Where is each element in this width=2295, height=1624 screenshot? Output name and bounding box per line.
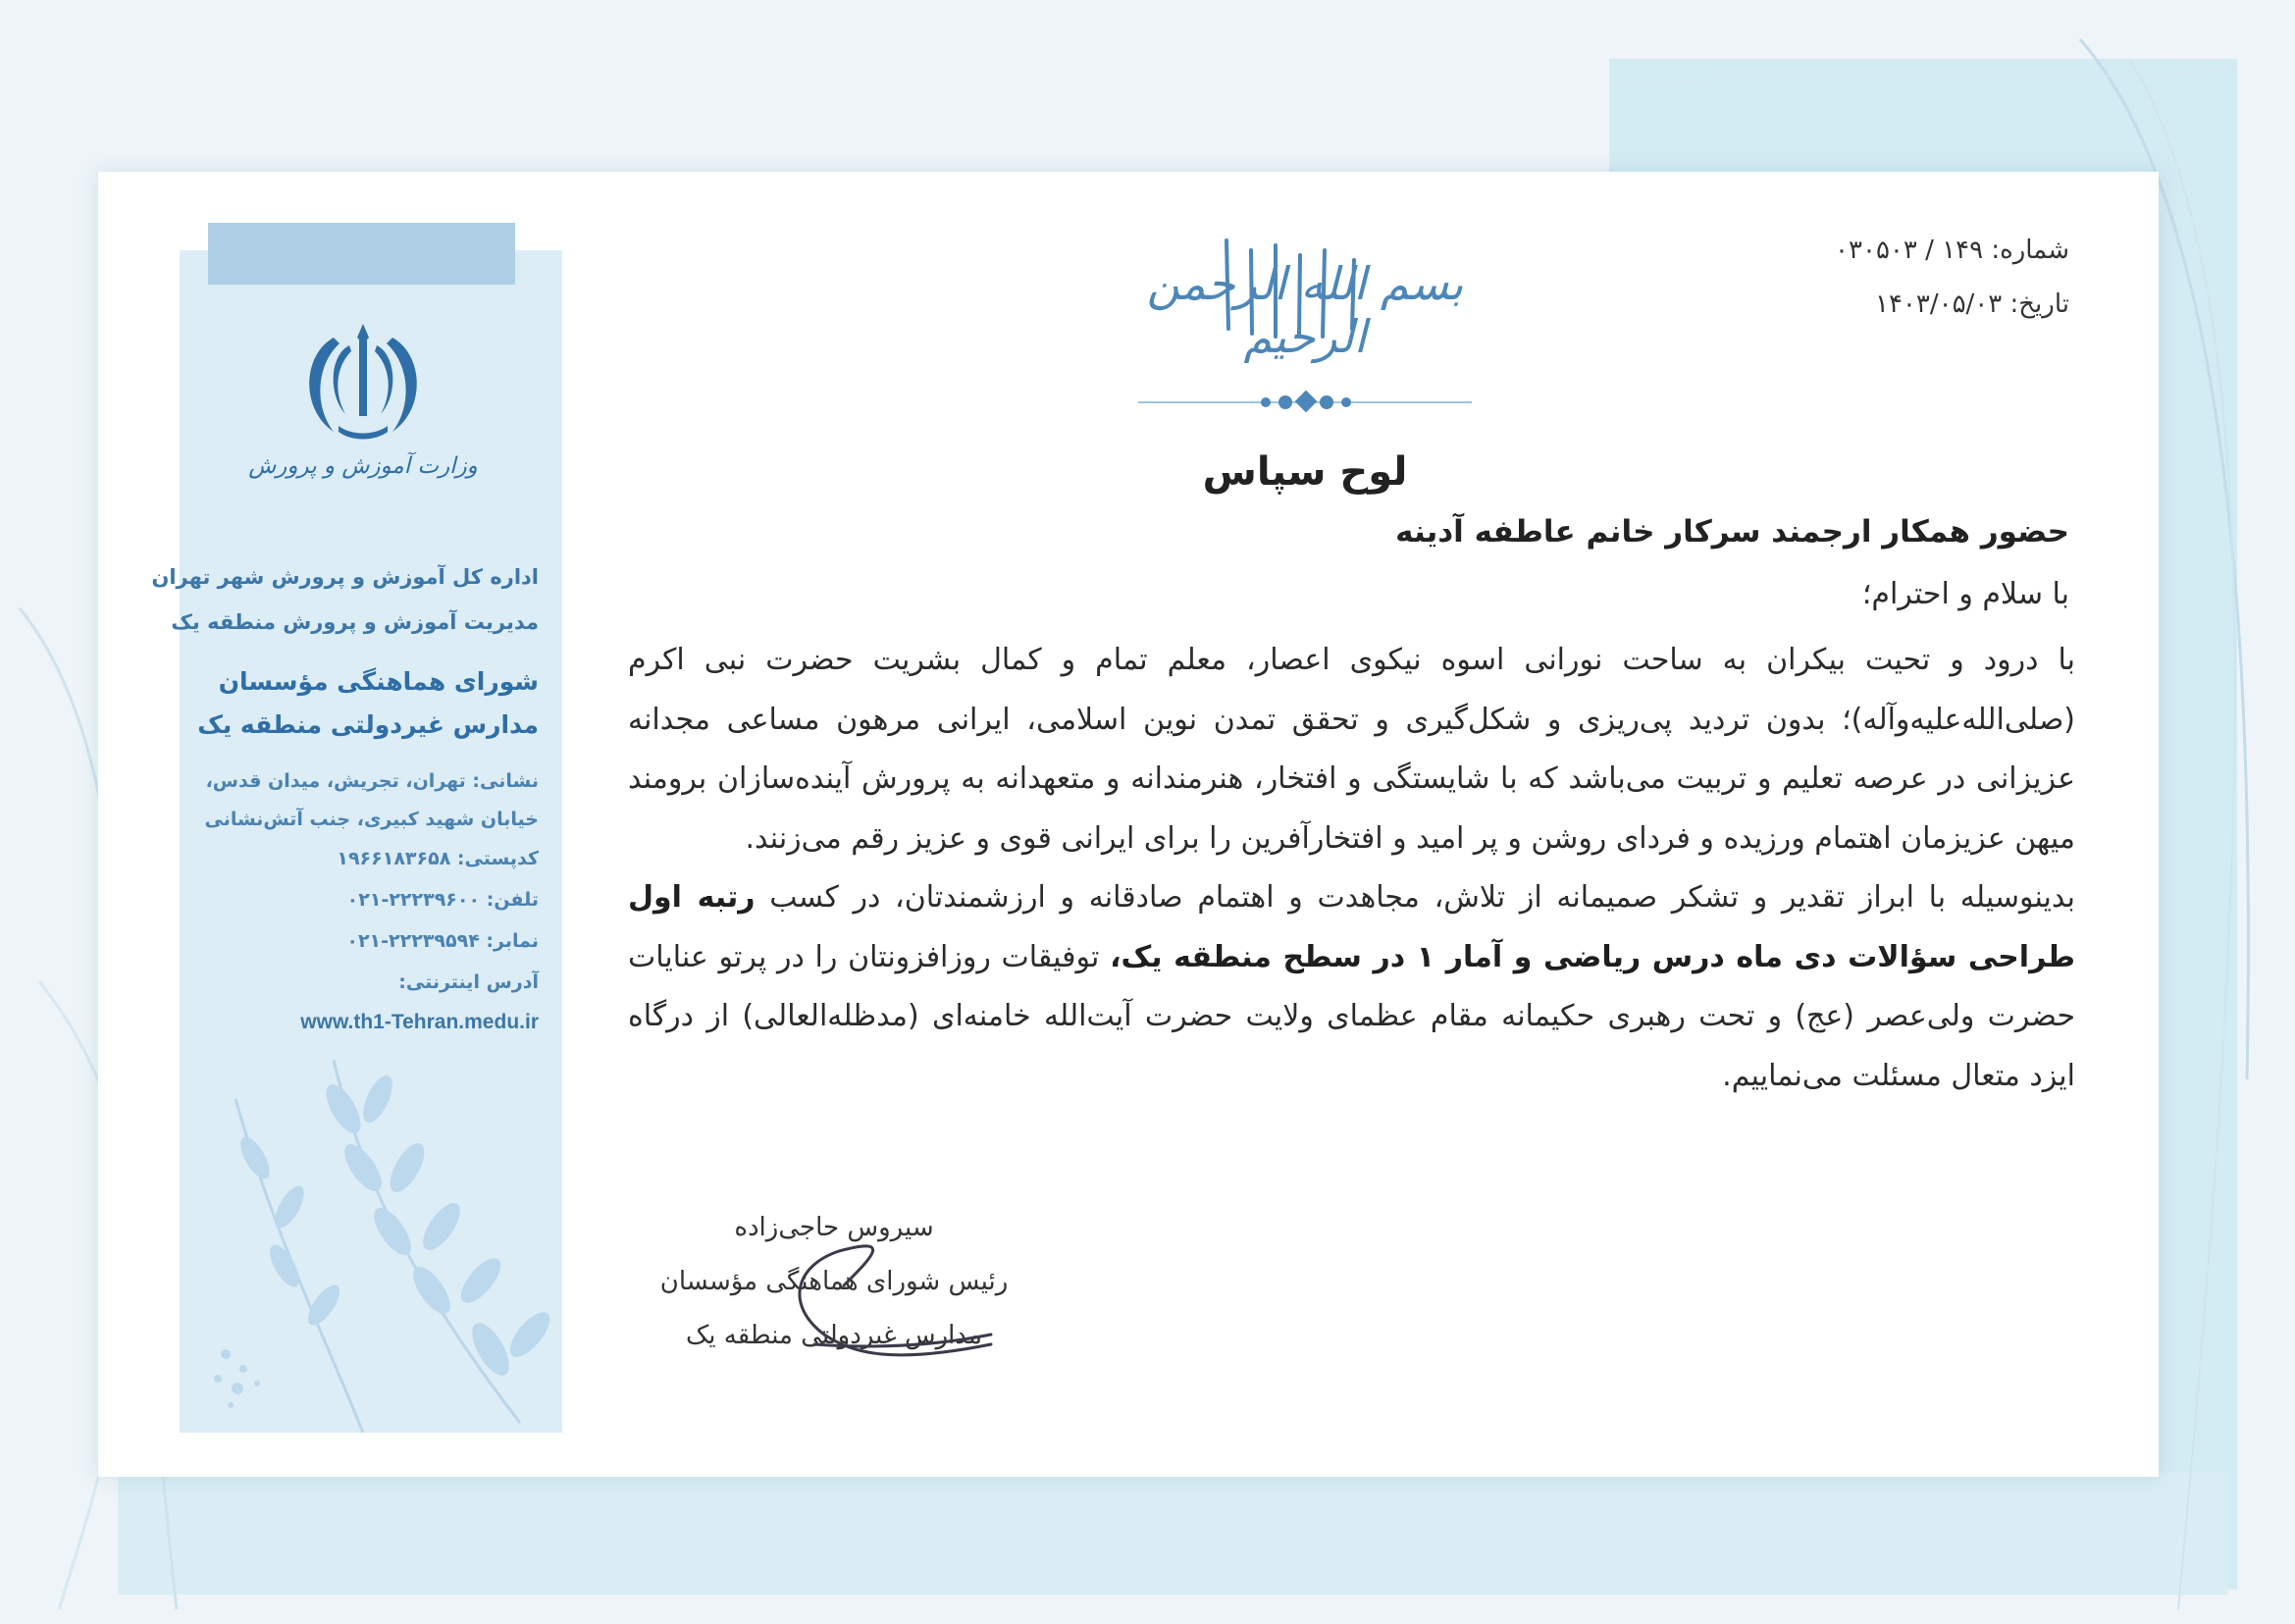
fax-number: نمابر: ۲۲۲۳۹۵۹۴-۰۲۱ — [346, 930, 539, 952]
council-name-line1: شورای هماهنگی مؤسسان — [218, 667, 539, 696]
postal-code: کدپستی: ۱۹۶۶۱۸۳۶۵۸ — [337, 848, 539, 869]
reference-date-line — [1835, 289, 2069, 343]
reference-date-label: تاریخ: — [2009, 289, 2069, 319]
reference-number-line — [1835, 236, 2069, 289]
website-label: آدرس اینترنتی: — [398, 971, 539, 993]
address-line2: خیابان شهید کبیری، جنب آتش‌نشانی — [204, 809, 539, 830]
reference-block — [1835, 236, 2069, 343]
bismillah-text: بسم الله الرحمن الرحیم — [1146, 257, 1464, 363]
leaf-branch-decoration — [196, 1040, 559, 1433]
iran-emblem-icon — [294, 316, 432, 448]
address-line1: نشانی: تهران، تجریش، میدان قدس، — [205, 770, 539, 792]
body-paragraph-2-end: توفیقات روزافزونتان را در پرتو عنایات حضرت ولی‌عصر (عج) و تحت رهبری حکیمانه مقام عظمای ولایت حضرت آیت‌الله خامنه‌ای (مدظله‌العالی) از درگاه ایزد متعال مسئلت می‌نماییم. — [628, 939, 2075, 1093]
sidebar-header-tab — [208, 223, 515, 285]
signer-name: سیروس حاجی‌زاده — [734, 1213, 934, 1242]
body-paragraph-2-start: بدینوسیله با ابراز تقدیر و تشکر صمیمانه از تلاش، مجاهدت و اهتمام صادقانه و ارزشمندتان، در کسب — [769, 880, 2076, 915]
council-name-line2: مدارس غیردولتی منطقه یک — [197, 710, 539, 739]
greeting-line: با سلام و احترام؛ — [1861, 577, 2069, 611]
website-link: www.th1-Tehran.medu.ir — [300, 1011, 539, 1033]
achievement-highlight: رتبه اول طراحی سؤالات دی ماه درس ریاضی و آمار ۱ در سطح منطقه یک، — [628, 880, 2075, 974]
certificate-title: لوح سپاس — [1202, 449, 1408, 495]
certificate-body — [628, 631, 2075, 1106]
recipient-line: حضور همکار ارجمند سرکار خانم عاطفه آدینه — [1395, 514, 2069, 550]
body-paragraph-1: با درود و تحیت بیکران به ساحت نورانی اسوه نیکوی اعصار، معلم تمام و کمال بشریت حضرت نبی اکرم (صلی‌الله‌علیه‌وآله)؛ بدون تردید پی‌ریزی و شکل‌گیری و تحقق تمدن نوین اسلامی، ایرانی مرهون مساعی مجدانه عزیزانی در عرصه تعلیم و تربیت می‌باشد که با شایستگی و افتخار، هنرمندانه و متعهدانه به پرورش آینده‌سازان برومند میهن عزیزمان اهتمام ورزیده و فردای روشن و پر امید و افتخارآفرین را برای ایرانی قوی و عزیز رقم می‌زنند. — [628, 643, 2075, 856]
handwritten-signature — [746, 1197, 1040, 1384]
body-paragraph-2 — [628, 868, 2075, 1106]
reference-number-value: ۱۴۹ / ۰۳۰۵۰۳ — [1835, 236, 1984, 265]
reference-date-value: ۱۴۰۳/۰۵/۰۳ — [1874, 289, 2003, 319]
org-name-line1: اداره کل آموزش و پرورش شهر تهران — [151, 565, 539, 589]
signer-role: رئیس شورای هماهنگی مؤسسان — [659, 1267, 1009, 1296]
org-name-line2: مدیریت آموزش و پرورش منطقه یک — [171, 610, 539, 634]
phone-number: تلفن: ۲۲۲۳۹۶۰۰-۰۲۱ — [346, 889, 539, 911]
ministry-logo-text: وزارت آموزش و پرورش — [248, 453, 478, 479]
signer-organization: مدارس غیردولتی منطقه یک — [686, 1321, 982, 1350]
reference-number-label: شماره: — [1991, 236, 2069, 265]
